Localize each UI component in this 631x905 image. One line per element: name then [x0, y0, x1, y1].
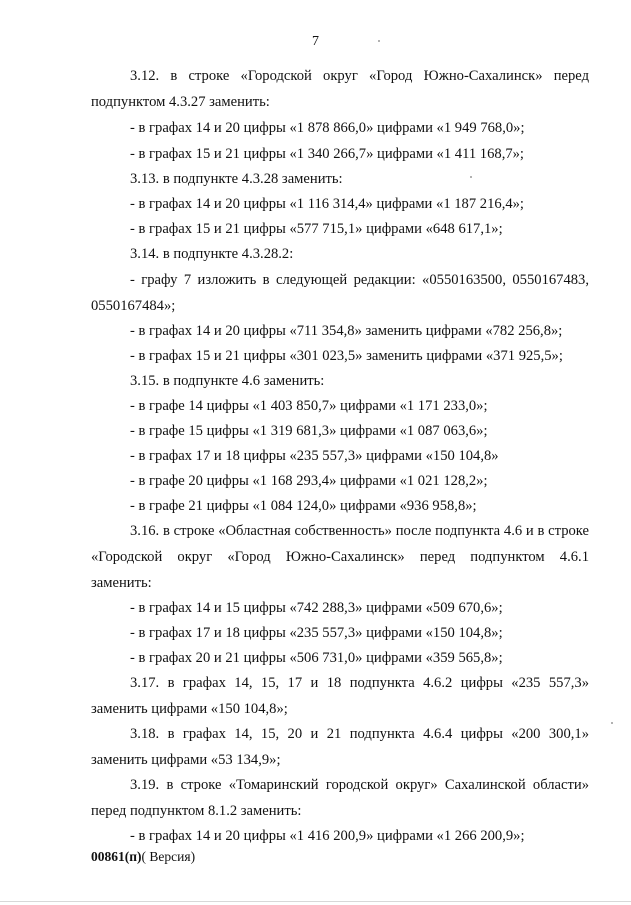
page-number: 7 [312, 34, 319, 49]
text-line: 3.12. в строке «Городской округ «Город Южно-Сахалинск» перед [130, 68, 589, 84]
text-line: подпунктом 4.3.27 заменить: [91, 94, 270, 110]
text-line: - в графах 14 и 20 цифры «711 354,8» заменить цифрами «782 256,8»; [130, 323, 563, 339]
text-line: - графу 7 изложить в следующей редакции: «0550163500, 0550167483, [130, 272, 589, 288]
text-line: - в графах 14 и 15 цифры «742 288,3» цифрами «509 670,6»; [130, 600, 503, 616]
scan-edge [0, 901, 631, 902]
text-line: 3.16. в строке «Областная собственность» после подпункта 4.6 и в строке [130, 523, 589, 539]
document-version: ( Версия) [141, 849, 196, 864]
scan-speck [378, 40, 380, 42]
scan-speck [470, 176, 472, 178]
text-line: - в графах 15 и 21 цифры «1 340 266,7» цифрами «1 411 168,7»; [130, 146, 524, 162]
text-line: - в графе 14 цифры «1 403 850,7» цифрами «1 171 233,0»; [130, 398, 488, 414]
text-line: - в графах 14 и 20 цифры «1 116 314,4» цифрами «1 187 216,4»; [130, 196, 524, 212]
text-line: перед подпунктом 8.1.2 заменить: [91, 803, 302, 819]
text-line: - в графах 17 и 18 цифры «235 557,3» цифрами «150 104,8» [130, 448, 499, 464]
text-line: заменить: [91, 575, 152, 591]
text-line: - в графах 15 и 21 цифры «577 715,1» цифрами «648 617,1»; [130, 221, 503, 237]
text-line: 3.14. в подпункте 4.3.28.2: [130, 246, 294, 262]
text-line: - в графах 15 и 21 цифры «301 023,5» заменить цифрами «371 925,5»; [130, 348, 563, 364]
text-line: заменить цифрами «150 104,8»; [91, 701, 288, 717]
text-line: 3.13. в подпункте 4.3.28 заменить: [130, 171, 343, 187]
text-line: - в графах 17 и 18 цифры «235 557,3» цифрами «150 104,8»; [130, 625, 503, 641]
text-line: 3.15. в подпункте 4.6 заменить: [130, 373, 325, 389]
text-line: - в графах 14 и 20 цифры «1 878 866,0» цифрами «1 949 768,0»; [130, 120, 525, 136]
text-line: 3.18. в графах 14, 15, 20 и 21 подпункта 4.6.4 цифры «200 300,1» [130, 726, 589, 742]
text-line: «Городской округ «Город Южно-Сахалинск» перед подпунктом 4.6.1 [91, 549, 589, 565]
text-line: 3.17. в графах 14, 15, 17 и 18 подпункта 4.6.2 цифры «235 557,3» [130, 675, 589, 691]
scan-speck [611, 722, 613, 724]
text-line: 0550167484»; [91, 298, 176, 314]
text-line: - в графах 14 и 20 цифры «1 416 200,9» цифрами «1 266 200,9»; [130, 828, 525, 844]
document-code: 00861(п) [91, 849, 142, 864]
text-line: - в графе 20 цифры «1 168 293,4» цифрами «1 021 128,2»; [130, 473, 488, 489]
text-line: - в графе 15 цифры «1 319 681,3» цифрами «1 087 063,6»; [130, 423, 488, 439]
text-line: 3.19. в строке «Томаринский городской округ» Сахалинской области» [130, 777, 589, 793]
document-footer [91, 849, 195, 865]
text-line: - в графе 21 цифры «1 084 124,0» цифрами «936 958,8»; [130, 498, 477, 514]
text-line: - в графах 20 и 21 цифры «506 731,0» цифрами «359 565,8»; [130, 650, 503, 666]
text-line: заменить цифрами «53 134,9»; [91, 752, 281, 768]
